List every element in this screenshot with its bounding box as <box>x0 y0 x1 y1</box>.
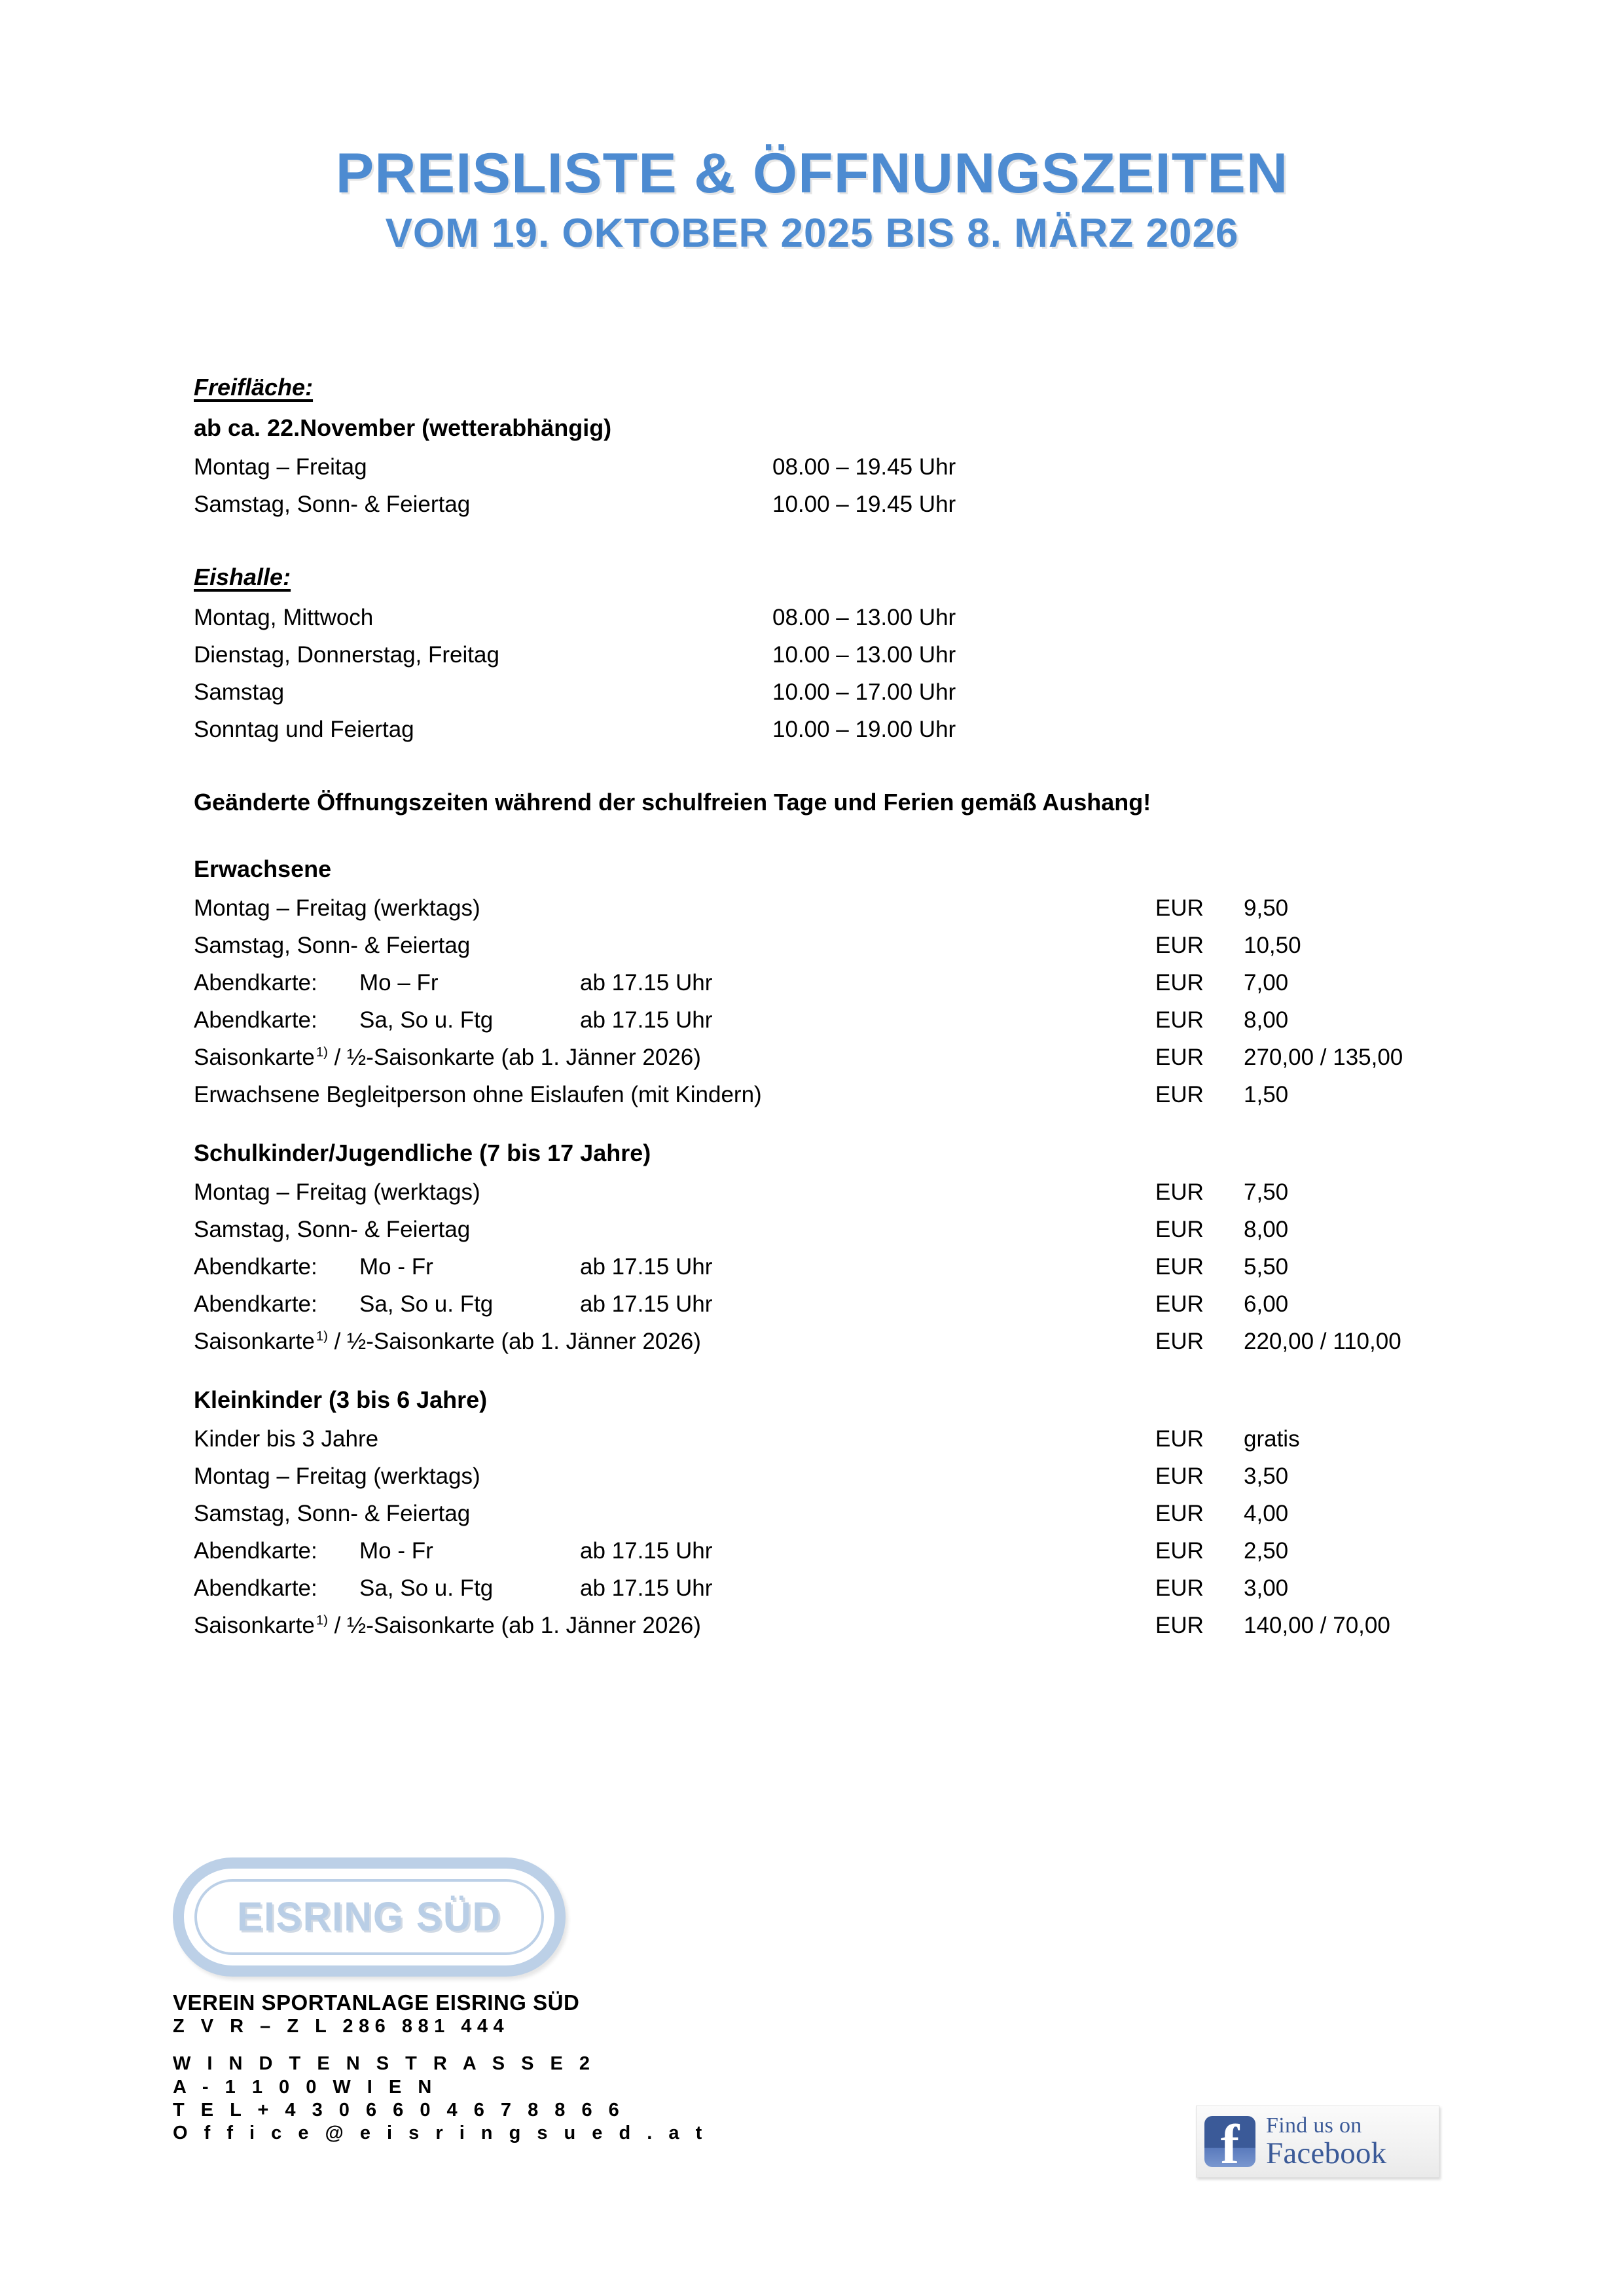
abendkarte-days: Mo - Fr <box>359 1538 433 1564</box>
spacer <box>194 530 1503 565</box>
footer-telephone: T E L + 4 3 0 6 6 0 4 6 7 8 8 6 6 <box>173 2100 625 2121</box>
hours-time-value: 10.00 – 17.00 Uhr <box>772 679 956 705</box>
abendkarte-days: Sa, So u. Ftg <box>359 1575 494 1601</box>
price-label <box>194 1255 1155 1278</box>
hours-row <box>194 643 1503 666</box>
hours-time-value: 10.00 – 19.00 Uhr <box>772 717 956 742</box>
price-row <box>194 1255 1503 1278</box>
footnote-marker: 1) <box>316 1613 328 1628</box>
footnote-marker: 1) <box>316 1045 328 1060</box>
price-label: Erwachsene Begleitperson ohne Eislaufen (mit Kindern) <box>194 1082 762 1107</box>
price-label <box>194 1330 1155 1353</box>
hours-day-label: Montag, Mittwoch <box>194 605 374 630</box>
price-amount: gratis <box>1244 1426 1300 1452</box>
abendkarte-days: Mo – Fr <box>359 970 439 996</box>
price-row <box>194 971 1503 994</box>
facebook-line-find-us-on: Find us on <box>1266 2113 1362 2138</box>
price-amount: 2,50 <box>1244 1538 1289 1564</box>
price-row <box>194 1539 1503 1562</box>
price-currency: EUR <box>1155 895 1204 921</box>
price-label: Samstag, Sonn- & Feiertag <box>194 1217 471 1242</box>
price-currency: EUR <box>1155 1613 1204 1638</box>
logo-wordmark: EISRING SÜD <box>237 1894 501 1940</box>
price-group-heading: Erwachsene <box>194 855 332 882</box>
price-row <box>194 897 1503 920</box>
opening-hours-notice: Geänderte Öffnungszeiten während der schulfreien Tage und Ferien gemäß Aushang! <box>194 789 1151 816</box>
hours-row <box>194 681 1503 704</box>
price-row <box>194 1427 1503 1450</box>
saisonkarte-text: Saisonkarte <box>194 1045 315 1070</box>
footer-email: O f f i c e @ e i s r i n g s u e d . a t <box>173 2123 708 2144</box>
price-currency: EUR <box>1155 1179 1204 1205</box>
abendkarte-days: Mo - Fr <box>359 1254 433 1280</box>
hours-time-value: 10.00 – 13.00 Uhr <box>772 642 956 668</box>
abendkarte-from: ab 17.15 Uhr <box>580 1538 713 1564</box>
price-amount: 4,00 <box>1244 1501 1289 1526</box>
footer-address <box>173 1990 708 2145</box>
abendkarte-prefix: Abendkarte: <box>194 1254 317 1280</box>
price-amount: 140,00 / 70,00 <box>1244 1613 1390 1638</box>
price-currency: EUR <box>1155 1082 1204 1107</box>
price-row <box>194 1009 1503 1031</box>
price-currency: EUR <box>1155 970 1204 996</box>
price-label: Kinder bis 3 Jahre <box>194 1426 379 1452</box>
hours-day-label: Samstag, Sonn- & Feiertag <box>194 492 471 517</box>
price-amount: 8,00 <box>1244 1217 1289 1242</box>
price-row <box>194 1046 1503 1069</box>
hours-row <box>194 718 1503 741</box>
price-row <box>194 1293 1503 1316</box>
price-amount: 7,50 <box>1244 1179 1289 1205</box>
abendkarte-from: ab 17.15 Uhr <box>580 970 713 996</box>
price-row <box>194 1614 1503 1637</box>
price-currency: EUR <box>1155 1254 1204 1280</box>
freiflaeche-subheading: ab ca. 22.November (wetterabhängig) <box>194 414 612 441</box>
facebook-line-facebook: Facebook <box>1266 2136 1387 2170</box>
abendkarte-prefix: Abendkarte: <box>194 1538 317 1564</box>
saisonkarte-text: Saisonkarte <box>194 1613 315 1638</box>
hours-time-value: 08.00 – 19.45 Uhr <box>772 454 956 480</box>
document-content <box>194 376 1503 1651</box>
price-group-heading: Kleinkinder (3 bis 6 Jahre) <box>194 1386 488 1413</box>
price-label <box>194 1009 1155 1031</box>
footer-street: W I N D T E N S T R A S S E 2 <box>173 2053 596 2075</box>
price-currency: EUR <box>1155 933 1204 958</box>
price-amount: 1,50 <box>1244 1082 1289 1107</box>
abendkarte-prefix: Abendkarte: <box>194 970 317 996</box>
price-currency: EUR <box>1155 1538 1204 1564</box>
price-row <box>194 1218 1503 1241</box>
title-subtitle: VOM 19. OKTOBER 2025 BIS 8. MÄRZ 2026 <box>385 211 1239 256</box>
hours-day-label: Samstag <box>194 679 285 705</box>
hours-day-label: Sonntag und Feiertag <box>194 717 414 742</box>
price-amount: 10,50 <box>1244 933 1301 958</box>
spacer <box>173 2038 592 2053</box>
spacer <box>194 1121 1503 1141</box>
club-logo-block <box>173 1857 708 2145</box>
price-label <box>194 1539 1155 1562</box>
price-label: Montag – Freitag (werktags) <box>194 895 480 921</box>
price-currency: EUR <box>1155 1575 1204 1601</box>
price-label: Montag – Freitag (werktags) <box>194 1463 480 1489</box>
price-label: Montag – Freitag (werktags) <box>194 1179 480 1205</box>
price-amount: 220,00 / 110,00 <box>1244 1329 1401 1354</box>
spacer <box>194 814 1503 857</box>
hours-row <box>194 456 1503 478</box>
footer-city: A - 1 1 0 0 W I E N <box>173 2076 437 2098</box>
price-group-kleinkinder <box>194 1388 1503 1637</box>
price-amount: 5,50 <box>1244 1254 1289 1280</box>
price-amount: 7,00 <box>1244 970 1289 996</box>
abendkarte-from: ab 17.15 Uhr <box>580 1575 713 1601</box>
section-freiflaeche <box>194 376 1503 516</box>
hours-day-label: Montag – Freitag <box>194 454 367 480</box>
abendkarte-prefix: Abendkarte: <box>194 1291 317 1317</box>
price-label <box>194 1293 1155 1316</box>
hours-time-value: 10.00 – 19.45 Uhr <box>772 492 956 517</box>
facebook-icon <box>1204 2116 1255 2167</box>
hours-time-value: 08.00 – 13.00 Uhr <box>772 605 956 630</box>
abendkarte-days: Sa, So u. Ftg <box>359 1007 494 1033</box>
spacer <box>194 755 1503 791</box>
price-currency: EUR <box>1155 1291 1204 1317</box>
abendkarte-days: Sa, So u. Ftg <box>359 1291 494 1317</box>
price-group-erwachsene <box>194 857 1503 1106</box>
price-group-heading: Schulkinder/Jugendliche (7 bis 17 Jahre) <box>194 1139 651 1166</box>
facebook-badge-text <box>1266 2115 1386 2169</box>
hours-day-label: Dienstag, Donnerstag, Freitag <box>194 642 499 668</box>
price-amount: 3,50 <box>1244 1463 1289 1489</box>
price-row <box>194 934 1503 957</box>
price-currency: EUR <box>1155 1463 1204 1489</box>
section-heading-eishalle: Eishalle: <box>194 564 291 590</box>
price-group-schulkinder <box>194 1141 1503 1353</box>
price-currency: EUR <box>1155 1501 1204 1526</box>
price-row <box>194 1465 1503 1488</box>
hours-row <box>194 606 1503 629</box>
price-label <box>194 1614 1155 1637</box>
price-row <box>194 1330 1503 1353</box>
price-amount: 9,50 <box>1244 895 1289 921</box>
saisonkarte-text: Saisonkarte <box>194 1329 315 1354</box>
price-label: Samstag, Sonn- & Feiertag <box>194 1501 471 1526</box>
section-heading-freiflaeche: Freifläche: <box>194 374 314 401</box>
price-label <box>194 971 1155 994</box>
price-label <box>194 1577 1155 1600</box>
price-amount: 3,00 <box>1244 1575 1289 1601</box>
price-row <box>194 1577 1503 1600</box>
title-main: PREISLISTE & ÖFFNUNGSZEITEN <box>335 142 1289 205</box>
price-currency: EUR <box>1155 1329 1204 1354</box>
page-title <box>0 142 1624 256</box>
price-currency: EUR <box>1155 1045 1204 1070</box>
price-label: Samstag, Sonn- & Feiertag <box>194 933 471 958</box>
price-currency: EUR <box>1155 1426 1204 1452</box>
price-amount: 8,00 <box>1244 1007 1289 1033</box>
eisring-sued-logo <box>173 1857 566 1977</box>
saisonkarte-suffix: / ½-Saisonkarte (ab 1. Jänner 2026) <box>327 1329 701 1354</box>
price-row <box>194 1181 1503 1204</box>
facebook-f-glyph: f <box>1220 2116 1240 2167</box>
hours-row <box>194 493 1503 516</box>
price-label <box>194 1046 1155 1069</box>
find-us-on-facebook-badge[interactable] <box>1196 2106 1439 2178</box>
price-row <box>194 1502 1503 1525</box>
abendkarte-prefix: Abendkarte: <box>194 1007 317 1033</box>
spacer <box>194 1367 1503 1388</box>
price-amount: 270,00 / 135,00 <box>1244 1045 1403 1070</box>
price-currency: EUR <box>1155 1007 1204 1033</box>
saisonkarte-suffix: / ½-Saisonkarte (ab 1. Jänner 2026) <box>327 1045 701 1070</box>
footer-zvr: Z V R – Z L 286 881 444 <box>173 2015 510 2037</box>
abendkarte-from: ab 17.15 Uhr <box>580 1254 713 1280</box>
footnote-marker: 1) <box>316 1329 328 1344</box>
section-eishalle <box>194 565 1503 741</box>
abendkarte-from: ab 17.15 Uhr <box>580 1007 713 1033</box>
abendkarte-prefix: Abendkarte: <box>194 1575 317 1601</box>
price-currency: EUR <box>1155 1217 1204 1242</box>
price-amount: 6,00 <box>1244 1291 1289 1317</box>
abendkarte-from: ab 17.15 Uhr <box>580 1291 713 1317</box>
saisonkarte-suffix: / ½-Saisonkarte (ab 1. Jänner 2026) <box>327 1613 701 1638</box>
footer-club-name: VEREIN SPORTANLAGE EISRING SÜD <box>173 1990 580 2015</box>
price-row <box>194 1083 1503 1106</box>
